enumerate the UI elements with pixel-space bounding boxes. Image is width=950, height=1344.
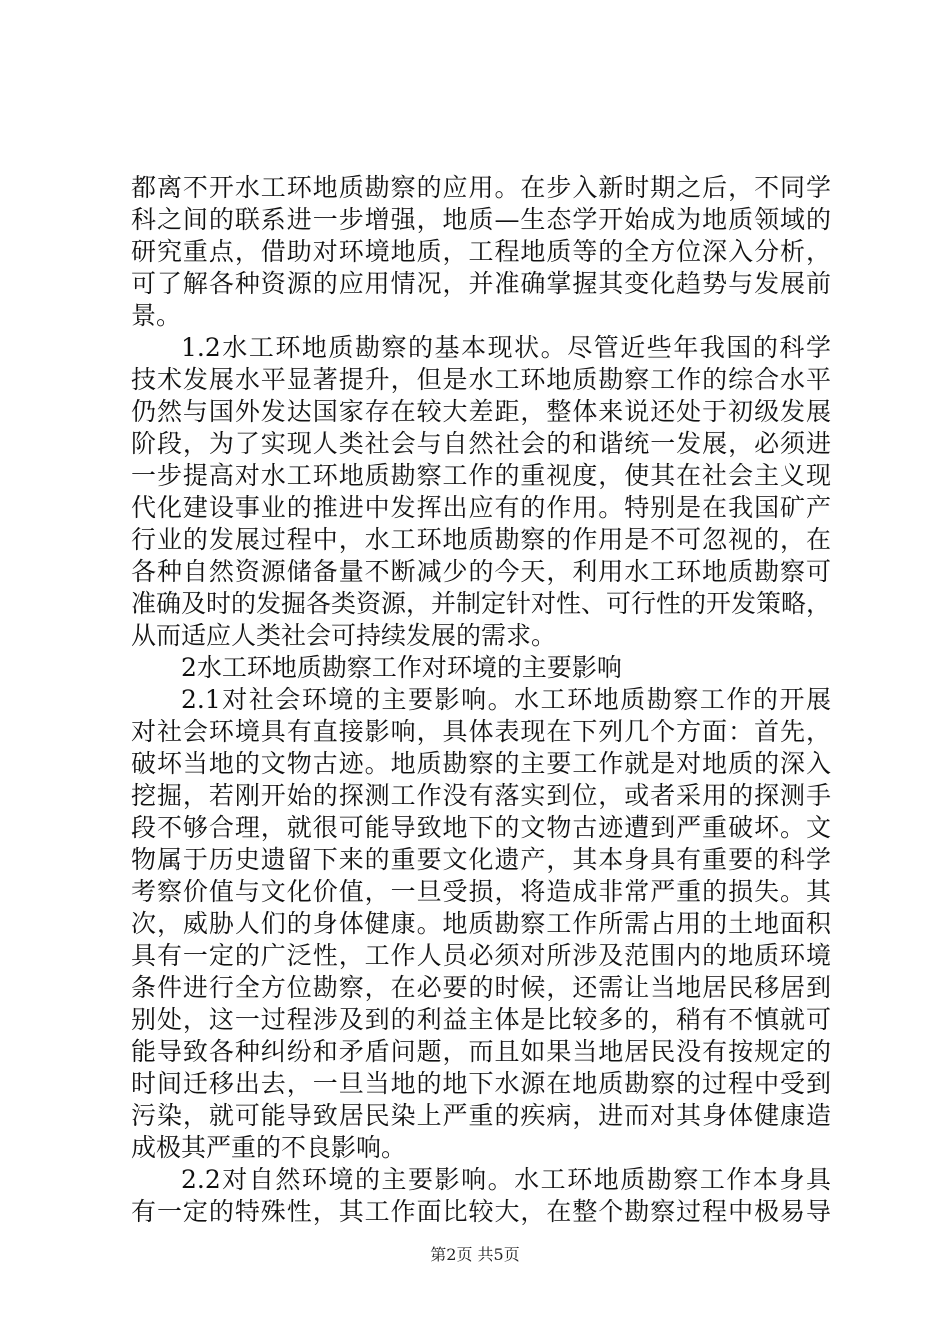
text-line: 研究重点，借助对环境地质，工程地质等的全方位深入分析， — [131, 237, 831, 266]
text-line: 考察价值与文化价值，一旦受损，将造成非常严重的损失。其 — [131, 877, 831, 906]
text-line: 物属于历史遗留下来的重要文化遗产，其本身具有重要的科学 — [131, 845, 831, 874]
text-line: 1.2水工环地质勘察的基本现状。尽管近些年我国的科学 — [181, 333, 831, 362]
text-line: 时间迁移出去，一旦当地的地下水源在地质勘察的过程中受到 — [131, 1069, 831, 1098]
text-line: 各种自然资源储备量不断减少的今天，利用水工环地质勘察可 — [131, 557, 831, 586]
page-footer: 第2页 共5页 — [430, 1245, 520, 1264]
text-line: 都离不开水工环地质勘察的应用。在步入新时期之后，不同学 — [131, 173, 831, 202]
text-line: 污染，就可能导致居民染上严重的疾病，进而对其身体健康造 — [131, 1101, 831, 1130]
text-line: 科之间的联系进一步增强，地质—生态学开始成为地质领域的 — [131, 205, 831, 234]
text-line: 可了解各种资源的应用情况，并准确掌握其变化趋势与发展前 — [131, 269, 831, 298]
text-line: 次，威胁人们的身体健康。地质勘察工作所需占用的土地面积 — [131, 909, 831, 938]
text-line: 景。 — [131, 301, 182, 330]
text-line: 对社会环境具有直接影响，具体表现在下列几个方面：首先， — [131, 717, 831, 746]
body-text — [131, 172, 831, 1228]
text-line: 能导致各种纠纷和矛盾问题，而且如果当地居民没有按规定的 — [131, 1037, 831, 1066]
text-line: 有一定的特殊性，其工作面比较大，在整个勘察过程中极易导 — [131, 1197, 831, 1226]
text-line: 破坏当地的文物古迹。地质勘察的主要工作就是对地质的深入 — [131, 749, 831, 778]
text-line: 从而适应人类社会可持续发展的需求。 — [131, 621, 557, 650]
text-line: 行业的发展过程中，水工环地质勘察的作用是不可忽视的，在 — [131, 525, 831, 554]
text-line: 一步提高对水工环地质勘察工作的重视度，使其在社会主义现 — [131, 461, 831, 490]
text-line: 成极其严重的不良影响。 — [131, 1133, 407, 1162]
text-line: 仍然与国外发达国家存在较大差距，整体来说还处于初级发展 — [131, 397, 831, 426]
text-line: 挖掘，若刚开始的探测工作没有落实到位，或者采用的探测手 — [131, 781, 831, 810]
text-line: 条件进行全方位勘察，在必要的时候，还需让当地居民移居到 — [131, 973, 831, 1002]
text-line: 2水工环地质勘察工作对环境的主要影响 — [181, 653, 622, 682]
text-line: 段不够合理，就很可能导致地下的文物古迹遭到严重破坏。文 — [131, 813, 831, 842]
text-line: 2.1对社会环境的主要影响。水工环地质勘察工作的开展 — [181, 685, 831, 714]
text-line: 别处，这一过程涉及到的利益主体是比较多的，稍有不慎就可 — [131, 1005, 831, 1034]
text-line: 2.2对自然环境的主要影响。水工环地质勘察工作本身具 — [181, 1165, 831, 1194]
text-line: 代化建设事业的推进中发挥出应有的作用。特别是在我国矿产 — [131, 493, 831, 522]
text-line: 技术发展水平显著提升，但是水工环地质勘察工作的综合水平 — [131, 365, 831, 394]
text-line: 具有一定的广泛性，工作人员必须对所涉及范围内的地质环境 — [131, 941, 831, 970]
text-line: 准确及时的发掘各类资源，并制定针对性、可行性的开发策略， — [131, 589, 831, 618]
text-line: 阶段，为了实现人类社会与自然社会的和谐统一发展，必须进 — [131, 429, 831, 458]
